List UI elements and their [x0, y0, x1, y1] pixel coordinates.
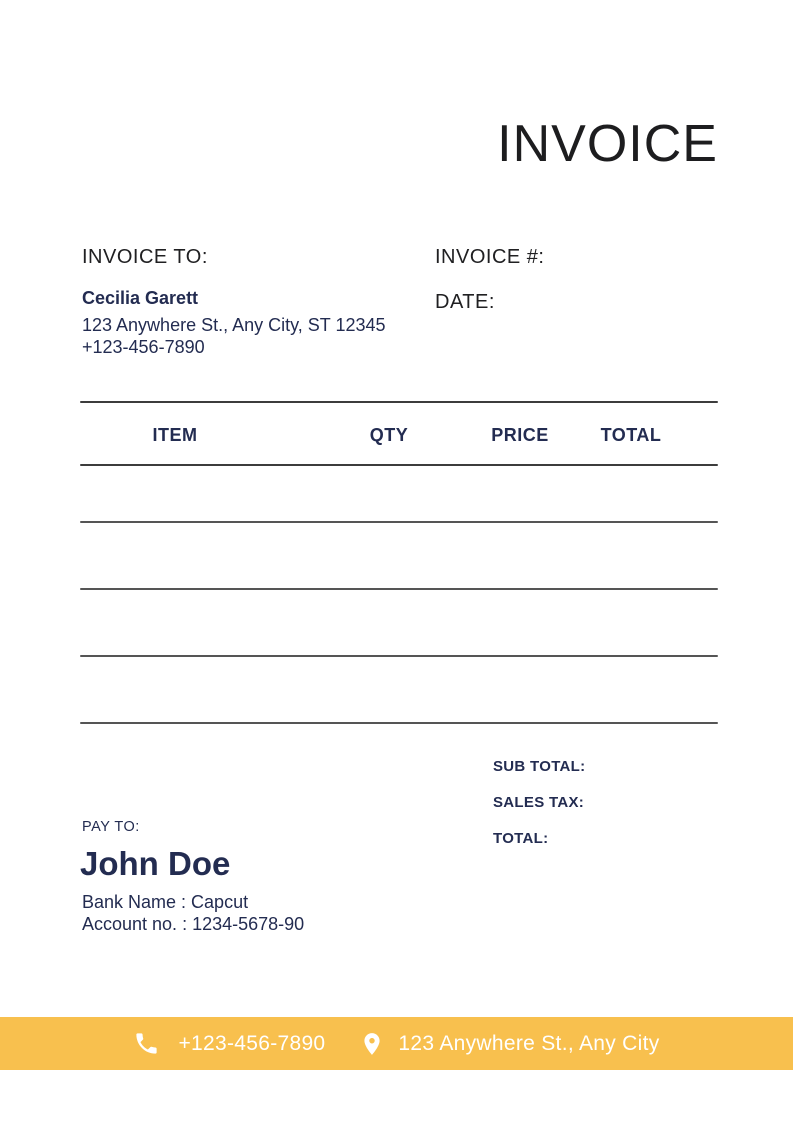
footer-address: 123 Anywhere St., Any City	[398, 1031, 660, 1055]
column-header-item: ITEM	[152, 425, 198, 445]
invoice-title: INVOICE	[497, 115, 718, 173]
bill-to-label: INVOICE TO:	[82, 246, 208, 268]
date-label: DATE:	[435, 291, 495, 313]
footer-phone-group	[133, 1030, 325, 1057]
sales-tax-label: SALES TAX:	[493, 794, 585, 811]
pay-to-bank-name: Bank Name : Capcut	[82, 892, 249, 912]
location-pin-icon	[359, 1028, 385, 1060]
column-header-qty: QTY	[369, 425, 409, 445]
bill-to-name: Cecilia Garett	[82, 288, 199, 308]
table-top-rule	[80, 401, 718, 403]
invoice-number-label: INVOICE #:	[435, 246, 545, 268]
total-label: TOTAL:	[493, 830, 549, 847]
table-row-rule-3	[80, 655, 718, 657]
subtotal-label: SUB TOTAL:	[493, 758, 586, 775]
bill-to-phone: +123-456-7890	[82, 337, 205, 357]
table-row-rule-4	[80, 722, 718, 724]
column-header-price: PRICE	[491, 425, 549, 445]
footer-contact-bar	[0, 1017, 793, 1070]
pay-to-account-number: Account no. : 1234-5678-90	[82, 914, 305, 934]
table-row-rule-2	[80, 588, 718, 590]
footer-address-group	[359, 1028, 659, 1060]
bill-to-address: 123 Anywhere St., Any City, ST 12345	[82, 315, 386, 335]
column-header-total: TOTAL	[600, 425, 662, 445]
table-header-rule	[80, 464, 718, 466]
table-row-rule-1	[80, 521, 718, 523]
pay-to-name: John Doe	[80, 845, 231, 882]
phone-icon	[133, 1030, 160, 1057]
pay-to-label: PAY TO:	[82, 819, 140, 835]
footer-phone-number: +123-456-7890	[178, 1031, 326, 1055]
